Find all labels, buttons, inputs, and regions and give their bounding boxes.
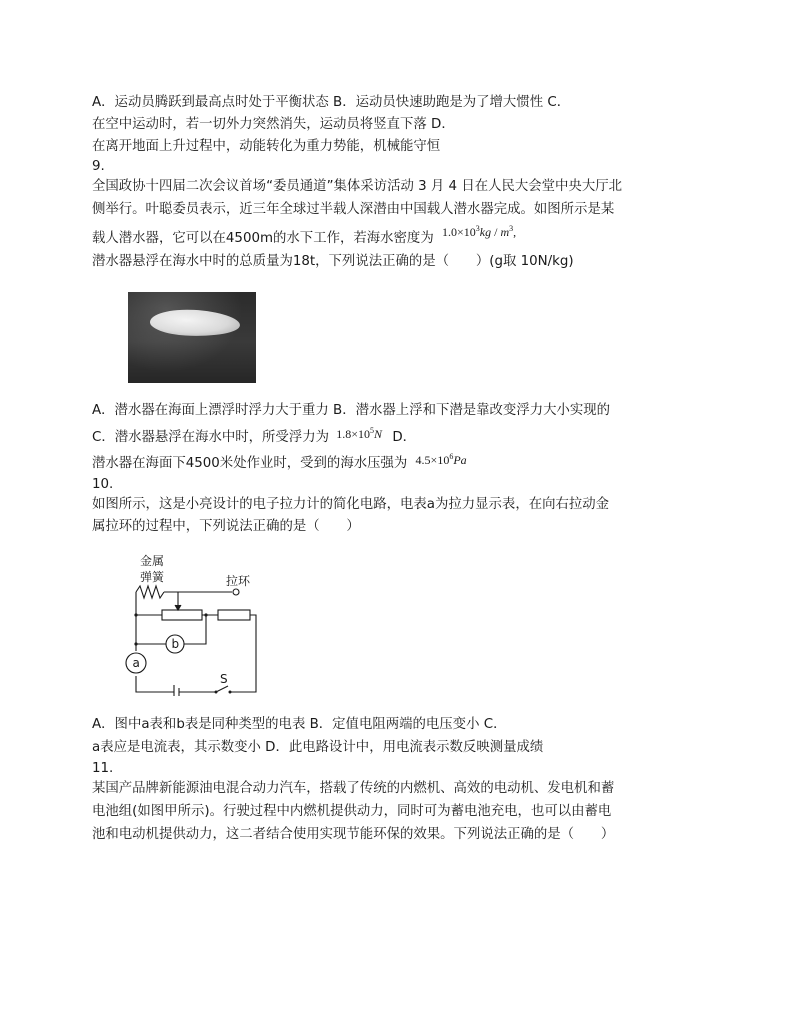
q9-stem-line-1: 全国政协十四届二次会议首场“委员通道”集体采访活动 3 月 4 日在人民大会堂中央大厅北 <box>92 179 622 194</box>
q9-stem-line-3 <box>92 224 517 248</box>
q9-number: 9. <box>92 159 105 174</box>
label-metal: 金属 <box>140 554 165 568</box>
switch <box>216 686 228 692</box>
spring <box>136 586 164 598</box>
circuit-diagram <box>122 550 262 696</box>
q9-option-d-text: 潜水器在海面下4500米处作业时，受到的海水压强为 <box>92 456 408 471</box>
q10-option-line-2: a表应是电流表，其示数变小 D．此电路设计中，用电流表示数反映测量成绩 <box>92 740 544 755</box>
q8-options-line-3: 在离开地面上升过程中，动能转化为重力势能，机械能守恒 <box>92 139 441 154</box>
q9-option-c-text: C．潜水器悬浮在海水中时，所受浮力为 <box>92 430 329 445</box>
wire-right <box>230 615 256 692</box>
q9-option-line-1: A．潜水器在海面上漂浮时浮力大于重力 B．潜水器上浮和下潜是靠改变浮力大小实现的 <box>92 403 611 418</box>
q8-options-line-2: 在空中运动时，若一切外力突然消失，运动员将竖直下落 D． <box>92 117 455 132</box>
rheostat <box>162 610 202 620</box>
ring-terminal <box>233 589 239 595</box>
battery <box>168 685 216 696</box>
q9-stem-line-4: 潜水器悬浮在海水中时的总质量为18t，下列说法正确的是（ ）(g取 10N/kg) <box>92 254 574 269</box>
q9-buoyancy-formula: $1.8\times 10^5N$ <box>336 426 383 441</box>
q10-stem-line-1: 如图所示，这是小亮设计的电子拉力计的简化电路，电表a为拉力显示表，在向右拉动金 <box>92 497 610 512</box>
q9-stem-line-3-text: 载人潜水器，它可以在4500m的水下工作，若海水密度为 <box>92 231 434 246</box>
q8-options-line-1: A．运动员腾跃到最高点时处于平衡状态 B．运动员快速助跑是为了增大惯性 C． <box>92 95 571 110</box>
q10-stem-line-2: 属拉环的过程中，下列说法正确的是（ ） <box>92 519 360 534</box>
q10-number: 10. <box>92 477 114 492</box>
q9-option-line-3 <box>92 454 467 473</box>
switch-label: S <box>220 672 228 686</box>
q9-density-formula: $1.0\times 10^3kg / m^3$, <box>441 224 517 239</box>
meter-b-label: b <box>171 637 180 651</box>
q11-stem-line-2: 电池组(如图甲所示)。行驶过程中内燃机提供动力，同时可为蓄电池充电，也可以由蓄电 <box>92 804 612 819</box>
q9-stem-line-2: 侧举行。叶聪委员表示，近三年全球过半载人深潜由中国载人潜水器完成。如图所示是某 <box>92 202 615 217</box>
label-ring: 拉环 <box>226 574 251 588</box>
q11-number: 11. <box>92 761 114 776</box>
fixed-resistor <box>218 610 250 620</box>
meter-a-label: a <box>132 656 140 670</box>
q11-stem-line-1: 某国产品牌新能源油电混合动力汽车，搭载了传统的内燃机、高效的电动机、发电机和蓄 <box>92 781 615 796</box>
submersible-photo <box>128 292 256 383</box>
q9-option-d-label: D． <box>392 430 417 445</box>
q9-option-line-2 <box>92 428 416 447</box>
q11-stem-line-3: 池和电动机提供动力，这二者结合使用实现节能环保的效果。下列说法正确的是（ ） <box>92 827 615 842</box>
q10-option-line-1: A．图中a表和b表是同种类型的电表 B．定值电阻两端的电压变小 C． <box>92 717 507 732</box>
wire-left <box>136 592 168 692</box>
q9-pressure-formula: $4.5\times 10^6Pa$ <box>415 452 467 467</box>
label-spring: 弹簧 <box>140 570 165 584</box>
